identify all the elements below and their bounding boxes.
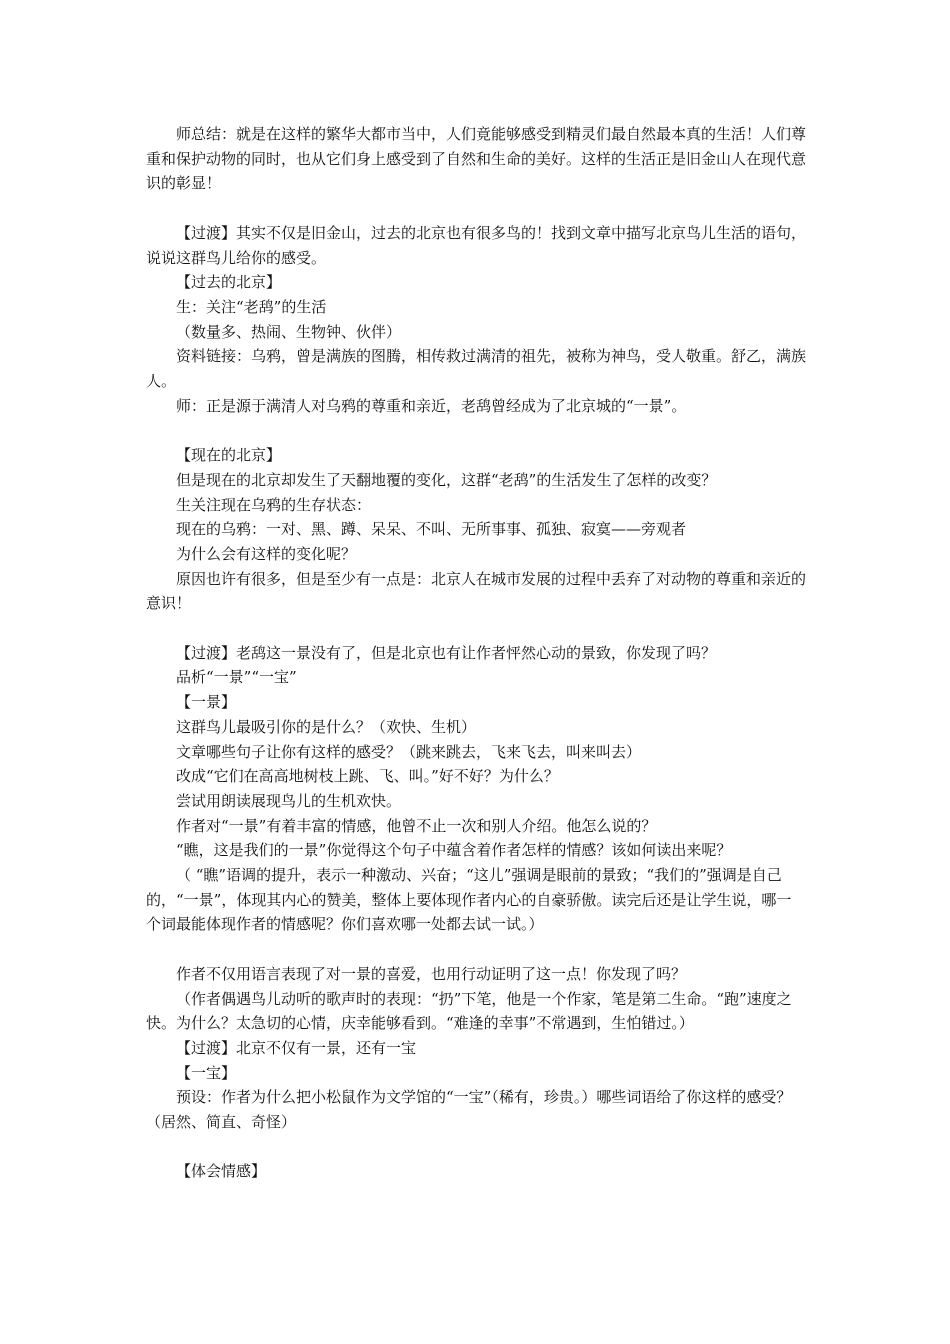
paragraph: （数量多、热闹、生物钟、伙伴） bbox=[176, 322, 402, 341]
paragraph: 【一景】 bbox=[176, 693, 237, 712]
paragraph: 作者对“一景”有着丰富的情感，他曾不止一次和别人介绍。他怎么说的？ bbox=[176, 816, 657, 835]
paragraph-gap bbox=[146, 937, 806, 962]
paragraph: 【体会情感】 bbox=[176, 1162, 267, 1181]
paragraph: （ “瞧”语调的提升，表示一种激动、兴奋；“这儿”强调是眼前的景致；“我们的”强调是自己的，“一景”，体现其内心的赞美，整体上要体现作者内心的自豪骄傲。读完后还是让学生说，哪一个词最能体现作者的情感呢？你们喜欢哪一处都去试一试。） bbox=[146, 866, 792, 934]
paragraph: 为什么会有这样的变化呢？ bbox=[176, 544, 357, 563]
paragraph: （作者偶遇鸟儿动听的歌声时的表现：“扔”下笔，他是一个作家，笔是第二生命。“跑”速度之快。为什么？太急切的心情，庆幸能够看到。“难逢的幸事”不常遇到，生怕错过。） bbox=[146, 989, 792, 1033]
paragraph: 生：关注“老鸹”的生活 bbox=[176, 297, 327, 316]
paragraph: 生关注现在乌鸦的生存状态： bbox=[176, 495, 372, 514]
paragraph: 师总结：就是在这样的繁华大都市当中，人们竟能够感受到精灵们最自然最本真的生活！人们尊重和保护动物的同时，也从它们身上感受到了自然和生命的美好。这样的生活正是旧金山人在现代意识的彰显！ bbox=[146, 125, 807, 193]
paragraph: 文章哪些句子让你有这样的感受？（跳来跳去，飞来飞去，叫来叫去） bbox=[176, 742, 642, 761]
paragraph: 【过渡】其实不仅是旧金山，过去的北京也有很多鸟的！找到文章中描写北京鸟儿生活的语句，说说这群鸟儿给你的感受。 bbox=[146, 223, 807, 267]
paragraph: 资料链接：乌鸦，曾是满族的图腾，相传救过满清的祖先，被称为神鸟，受人敬重。舒乙，满族人。 bbox=[146, 347, 807, 391]
paragraph: 【过渡】北京不仅有一景，还有一宝 bbox=[176, 1038, 417, 1057]
paragraph: 现在的乌鸦：一对、黑、蹲、呆呆、不叫、无所事事、孤独、寂寞——旁观者 bbox=[176, 520, 687, 539]
paragraph-gap bbox=[146, 616, 806, 641]
paragraph: “瞧，这是我们的一景”你觉得这个句子中蕴含着作者怎样的情感？该如何读出来呢？ bbox=[176, 841, 732, 860]
paragraph: 但是现在的北京却发生了天翻地覆的变化，这群“老鸹”的生活发生了怎样的改变？ bbox=[176, 470, 717, 489]
paragraph: 作者不仅用语言表现了对一景的喜爱，也用行动证明了这一点！你发现了吗？ bbox=[176, 964, 687, 983]
document-body bbox=[146, 122, 806, 1184]
paragraph-gap bbox=[146, 196, 806, 221]
paragraph: 师：正是源于满清人对乌鸦的尊重和亲近，老鸹曾经成为了北京城的“一景”。 bbox=[176, 396, 687, 415]
paragraph: 【现在的北京】 bbox=[176, 446, 282, 465]
paragraph: 原因也许有很多，但是至少有一点是：北京人在城市发展的过程中丢弃了对动物的尊重和亲近的意识！ bbox=[146, 569, 807, 613]
paragraph: 【一宝】 bbox=[176, 1063, 237, 1082]
paragraph-gap bbox=[146, 1135, 806, 1160]
paragraph: 【过去的北京】 bbox=[176, 273, 282, 292]
paragraph: 【过渡】老鸹这一景没有了，但是北京也有让作者怦然心动的景致，你发现了吗？ bbox=[176, 643, 717, 662]
paragraph: 尝试用朗读展现鸟儿的生机欢快。 bbox=[176, 791, 402, 810]
paragraph: 品析“一景”“一宝” bbox=[176, 668, 297, 687]
paragraph: 预设：作者为什么把小松鼠作为文学馆的“一宝”（稀有，珍贵。）哪些词语给了你这样的感受？（居然、简直、奇怪） bbox=[146, 1088, 792, 1132]
paragraph-gap bbox=[146, 418, 806, 443]
paragraph: 改成“它们在高高地树枝上跳、飞、叫。”好不好？为什么？ bbox=[176, 767, 559, 786]
paragraph: 这群鸟儿最吸引你的是什么？（欢快、生机） bbox=[176, 717, 477, 736]
